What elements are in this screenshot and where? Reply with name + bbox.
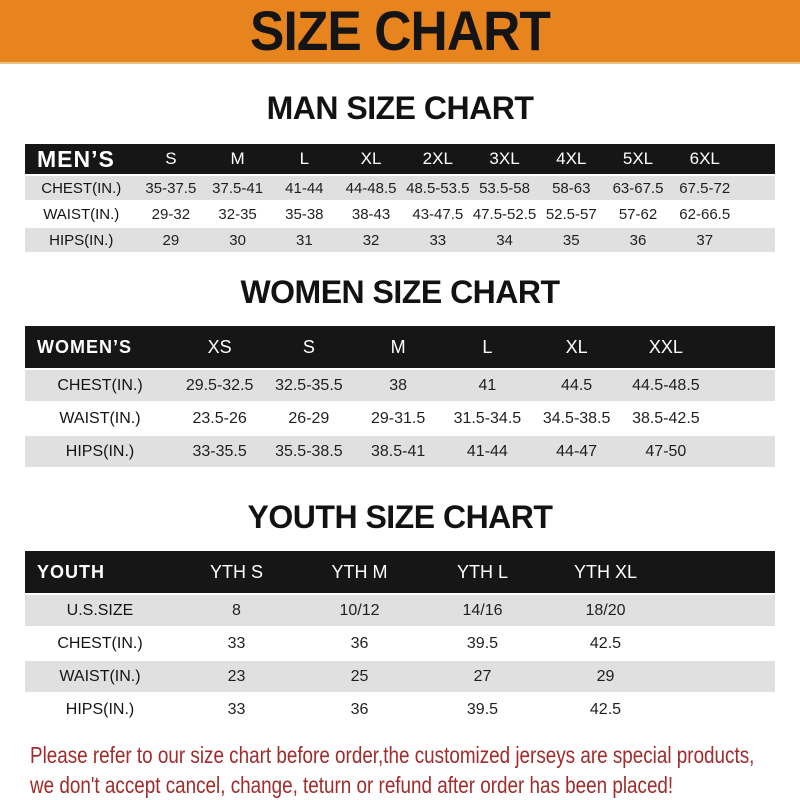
row-label: HIPS(IN.) [25,436,175,467]
size-cell: 32-35 [204,202,271,226]
row-label: CHEST(IN.) [25,628,175,659]
size-cell: 29 [138,228,205,252]
cell-filler [738,176,775,200]
size-cell: 44.5-48.5 [621,370,710,401]
size-cell: 62-66.5 [671,202,738,226]
size-cell: 38.5-41 [354,436,443,467]
size-cell: 47-50 [621,436,710,467]
size-cell: 25 [298,661,421,692]
size-column-header: YTH L [421,551,544,593]
size-cell: 43-47.5 [404,202,471,226]
header-filler [667,551,775,593]
size-cell: 32 [338,228,405,252]
size-cell: 39.5 [421,628,544,659]
size-cell: 36 [605,228,672,252]
size-column-header: L [271,144,338,174]
size-cell: 34.5-38.5 [532,403,621,434]
cell-filler [667,595,775,626]
size-cell: 30 [204,228,271,252]
size-column-header: M [354,326,443,368]
row-label: HIPS(IN.) [25,694,175,725]
size-cell: 42.5 [544,694,667,725]
size-cell: 33-35.5 [175,436,264,467]
size-cell: 8 [175,595,298,626]
table-row [25,628,775,659]
size-cell: 33 [175,694,298,725]
size-cell: 26-29 [264,403,353,434]
size-cell: 63-67.5 [605,176,672,200]
mens-header-row [25,144,775,174]
size-cell: 37.5-41 [204,176,271,200]
size-column-header: 3XL [471,144,538,174]
size-cell: 33 [404,228,471,252]
size-cell: 38.5-42.5 [621,403,710,434]
header-filler [711,326,776,368]
order-disclaimer [0,740,800,800]
size-cell: 10/12 [298,595,421,626]
size-chart-banner [0,0,800,64]
table-row [25,176,775,200]
women-size-chart-heading: WOMEN SIZE CHART [240,274,560,310]
size-column-header: YTH XL [544,551,667,593]
disclaimer-line-2: we don't accept cancel, change, teturn or refund after order has been placed! [30,772,674,799]
table-row [25,436,775,467]
row-label: HIPS(IN.) [25,228,138,252]
cell-filler [667,628,775,659]
size-cell: 18/20 [544,595,667,626]
size-cell: 38-43 [338,202,405,226]
size-cell: 41 [443,370,532,401]
size-column-header: 4XL [538,144,605,174]
size-column-header: XS [175,326,264,368]
cell-filler [711,436,776,467]
size-cell: 27 [421,661,544,692]
row-label: CHEST(IN.) [25,176,138,200]
size-cell: 29-32 [138,202,205,226]
table-row [25,694,775,725]
size-column-header: M [204,144,271,174]
size-column-header: YTH S [175,551,298,593]
table-row [25,228,775,252]
size-cell: 29.5-32.5 [175,370,264,401]
womens-corner-label: WOMEN’S [25,326,175,368]
cell-filler [738,202,775,226]
womens-size-table [25,324,775,469]
size-cell: 35-37.5 [138,176,205,200]
size-cell: 39.5 [421,694,544,725]
size-cell: 38 [354,370,443,401]
size-cell: 14/16 [421,595,544,626]
size-cell: 41-44 [443,436,532,467]
size-cell: 35-38 [271,202,338,226]
size-cell: 44-47 [532,436,621,467]
row-label: CHEST(IN.) [25,370,175,401]
size-cell: 47.5-52.5 [471,202,538,226]
man-size-chart-heading: MAN SIZE CHART [266,90,534,126]
row-label: WAIST(IN.) [25,202,138,226]
size-column-header: L [443,326,532,368]
size-cell: 44-48.5 [338,176,405,200]
size-column-header: S [138,144,205,174]
page-title: SIZE CHART [250,0,550,62]
size-column-header: 2XL [404,144,471,174]
table-row [25,595,775,626]
size-cell: 41-44 [271,176,338,200]
size-cell: 34 [471,228,538,252]
cell-filler [667,694,775,725]
row-label: U.S.SIZE [25,595,175,626]
youth-size-table [25,549,775,727]
womens-header-row [25,326,775,368]
size-column-header: 6XL [671,144,738,174]
youth-size-chart-heading: YOUTH SIZE CHART [247,499,553,535]
size-cell: 67.5-72 [671,176,738,200]
size-cell: 35 [538,228,605,252]
header-filler [738,144,775,174]
size-cell: 31.5-34.5 [443,403,532,434]
size-column-header: 5XL [605,144,672,174]
size-cell: 31 [271,228,338,252]
disclaimer-line-1: Please refer to our size chart before order,the customized jerseys are special products, [30,742,755,768]
size-cell: 33 [175,628,298,659]
size-cell: 36 [298,628,421,659]
table-row [25,370,775,401]
cell-filler [711,370,776,401]
size-cell: 57-62 [605,202,672,226]
size-cell: 29-31.5 [354,403,443,434]
cell-filler [667,661,775,692]
size-cell: 44.5 [532,370,621,401]
mens-size-table [25,142,775,254]
youth-header-row [25,551,775,593]
size-column-header: S [264,326,353,368]
table-row [25,403,775,434]
size-cell: 23.5-26 [175,403,264,434]
size-cell: 52.5-57 [538,202,605,226]
row-label: WAIST(IN.) [25,661,175,692]
table-row [25,661,775,692]
size-cell: 23 [175,661,298,692]
cell-filler [738,228,775,252]
size-column-header: YTH M [298,551,421,593]
youth-corner-label: YOUTH [25,551,175,593]
size-cell: 53.5-58 [471,176,538,200]
cell-filler [711,403,776,434]
table-row [25,202,775,226]
size-cell: 35.5-38.5 [264,436,353,467]
mens-corner-label: MEN’S [25,144,138,174]
size-cell: 36 [298,694,421,725]
size-cell: 29 [544,661,667,692]
size-column-header: XXL [621,326,710,368]
size-column-header: XL [338,144,405,174]
size-column-header: XL [532,326,621,368]
size-cell: 37 [671,228,738,252]
size-cell: 32.5-35.5 [264,370,353,401]
size-cell: 42.5 [544,628,667,659]
size-cell: 48.5-53.5 [404,176,471,200]
size-cell: 58-63 [538,176,605,200]
row-label: WAIST(IN.) [25,403,175,434]
